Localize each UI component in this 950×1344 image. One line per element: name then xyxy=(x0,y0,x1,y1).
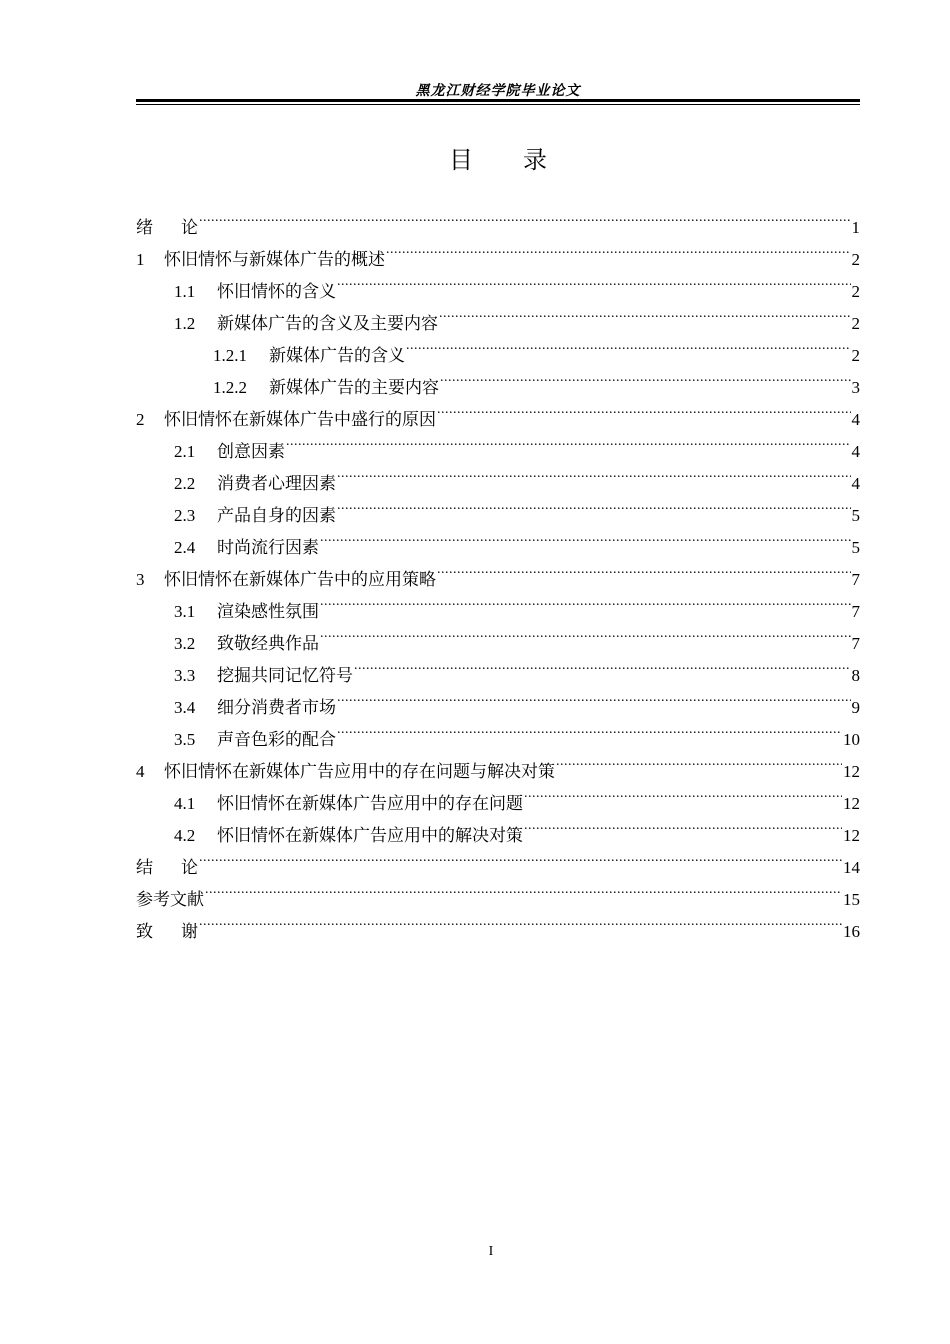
toc-entry-number: 3.4 xyxy=(174,698,196,717)
toc-entry-number: 2.4 xyxy=(174,538,196,557)
toc-entry-page: 5 xyxy=(851,506,860,525)
toc-entry-number: 2.2 xyxy=(174,474,196,493)
header-rule-thick xyxy=(136,99,860,102)
toc-leader-dots xyxy=(337,713,842,745)
toc-entry-label: 新媒体广告的主要内容 xyxy=(269,378,439,397)
toc-leader-dots xyxy=(524,777,842,809)
toc-entry-label: 怀旧情怀在新媒体广告应用中的解决对策 xyxy=(217,826,523,845)
toc-entry-page: 16 xyxy=(843,922,860,941)
toc-entry-number: 4.2 xyxy=(174,826,196,845)
toc-entry-number: 1 xyxy=(136,250,145,269)
toc-entry-label: 怀旧情怀与新媒体广告的概述 xyxy=(164,250,385,269)
toc-entry-label: 新媒体广告的含义及主要内容 xyxy=(217,314,438,333)
toc-entry[interactable] xyxy=(136,873,860,909)
toc-entry[interactable] xyxy=(136,201,860,237)
toc-entry-label: 挖掘共同记忆符号 xyxy=(217,666,353,685)
toc-entry-label: 新媒体广告的含义 xyxy=(269,346,405,365)
toc-entry-label: 怀旧情怀在新媒体广告应用中的存在问题 xyxy=(217,794,523,813)
toc-entry-label: 致敬经典作品 xyxy=(217,634,319,653)
toc-title xyxy=(136,140,860,175)
toc-entry-number: 3.5 xyxy=(174,730,196,749)
toc-entry-page: 8 xyxy=(851,666,860,685)
toc-leader-dots xyxy=(286,425,851,457)
toc-leader-dots xyxy=(439,297,851,329)
toc-entry[interactable] xyxy=(136,841,860,877)
toc-entry-label: 消费者心理因素 xyxy=(217,474,336,493)
toc-leader-dots xyxy=(337,265,851,297)
page-number: I xyxy=(488,1244,494,1259)
toc-entry-label: 声音色彩的配合 xyxy=(217,730,336,749)
toc-entry-number: 4 xyxy=(136,762,145,781)
toc-entry-page: 4 xyxy=(851,410,860,429)
header-rule-thin xyxy=(136,104,860,105)
toc-entry-label: 产品自身的因素 xyxy=(217,506,336,525)
toc-title-char-2: 录 xyxy=(523,146,547,174)
toc-entry-label: 时尚流行因素 xyxy=(217,538,319,557)
table-of-contents xyxy=(136,201,860,941)
toc-entry-page: 2 xyxy=(851,282,860,301)
toc-leader-dots xyxy=(437,553,851,585)
toc-leader-dots xyxy=(320,585,851,617)
toc-entry-label: 怀旧情怀的含义 xyxy=(217,282,336,301)
toc-entry-label: 参考文献 xyxy=(136,890,204,909)
toc-leader-dots xyxy=(524,809,842,841)
toc-leader-dots xyxy=(199,905,842,937)
toc-entry-number: 3.2 xyxy=(174,634,196,653)
toc-entry-number: 2.1 xyxy=(174,442,196,461)
toc-entry-number: 2.3 xyxy=(174,506,196,525)
toc-entry-label: 怀旧情怀在新媒体广告中盛行的原因 xyxy=(164,410,436,429)
toc-leader-dots xyxy=(386,233,851,265)
toc-entry-number: 3.1 xyxy=(174,602,196,621)
toc-entry-page: 4 xyxy=(851,474,860,493)
running-header: 黑龙江财经学院毕业论文 xyxy=(415,84,581,99)
toc-entry-page: 4 xyxy=(851,442,860,461)
toc-entry-page: 5 xyxy=(851,538,860,557)
toc-entry-page: 3 xyxy=(851,378,860,397)
toc-entry-number: 1.2.2 xyxy=(213,378,247,397)
toc-leader-dots xyxy=(320,521,851,553)
toc-entry-number: 1.2.1 xyxy=(213,346,247,365)
toc-entry-label: 怀旧情怀在新媒体广告应用中的存在问题与解决对策 xyxy=(164,762,555,781)
toc-entry-label: 致谢 xyxy=(136,922,226,941)
toc-leader-dots xyxy=(437,393,851,425)
toc-entry-page: 2 xyxy=(851,346,860,365)
toc-entry-page: 10 xyxy=(843,730,860,749)
toc-leader-dots xyxy=(337,489,851,521)
toc-entry-page: 7 xyxy=(851,570,860,589)
toc-leader-dots xyxy=(199,201,851,233)
toc-entry-number: 3.3 xyxy=(174,666,196,685)
toc-entry-number: 1.2 xyxy=(174,314,196,333)
toc-entry-page: 1 xyxy=(851,218,860,237)
toc-entry-label: 创意因素 xyxy=(217,442,285,461)
toc-entry-number: 2 xyxy=(136,410,145,429)
toc-entry-label: 渲染感性氛围 xyxy=(217,602,319,621)
toc-entry-page: 15 xyxy=(843,890,860,909)
toc-entry-page: 2 xyxy=(851,250,860,269)
toc-entry-label: 细分消费者市场 xyxy=(217,698,336,717)
toc-entry-number: 1.1 xyxy=(174,282,196,301)
toc-leader-dots xyxy=(406,329,851,361)
toc-entry-page: 7 xyxy=(851,602,860,621)
toc-entry-page: 12 xyxy=(843,826,860,845)
toc-leader-dots xyxy=(556,745,842,777)
toc-leader-dots xyxy=(354,649,851,681)
toc-entry-page: 7 xyxy=(851,634,860,653)
toc-entry-number: 3 xyxy=(136,570,145,589)
toc-entry[interactable] xyxy=(136,233,860,269)
toc-leader-dots xyxy=(199,841,842,873)
toc-leader-dots xyxy=(205,873,842,905)
toc-entry[interactable] xyxy=(136,905,860,941)
toc-entry-number: 4.1 xyxy=(174,794,196,813)
toc-entry-page: 9 xyxy=(851,698,860,717)
toc-leader-dots xyxy=(440,361,851,393)
toc-entry-label: 结论 xyxy=(136,858,226,877)
toc-entry-page: 2 xyxy=(851,314,860,333)
toc-entry-label: 怀旧情怀在新媒体广告中的应用策略 xyxy=(164,570,436,589)
toc-leader-dots xyxy=(337,457,851,489)
toc-entry-label: 绪论 xyxy=(136,218,226,237)
toc-leader-dots xyxy=(320,617,851,649)
toc-entry-page: 14 xyxy=(843,858,860,877)
toc-entry-page: 12 xyxy=(843,794,860,813)
toc-leader-dots xyxy=(337,681,851,713)
toc-title-char-1: 目 xyxy=(449,146,473,174)
toc-entry-page: 12 xyxy=(843,762,860,781)
